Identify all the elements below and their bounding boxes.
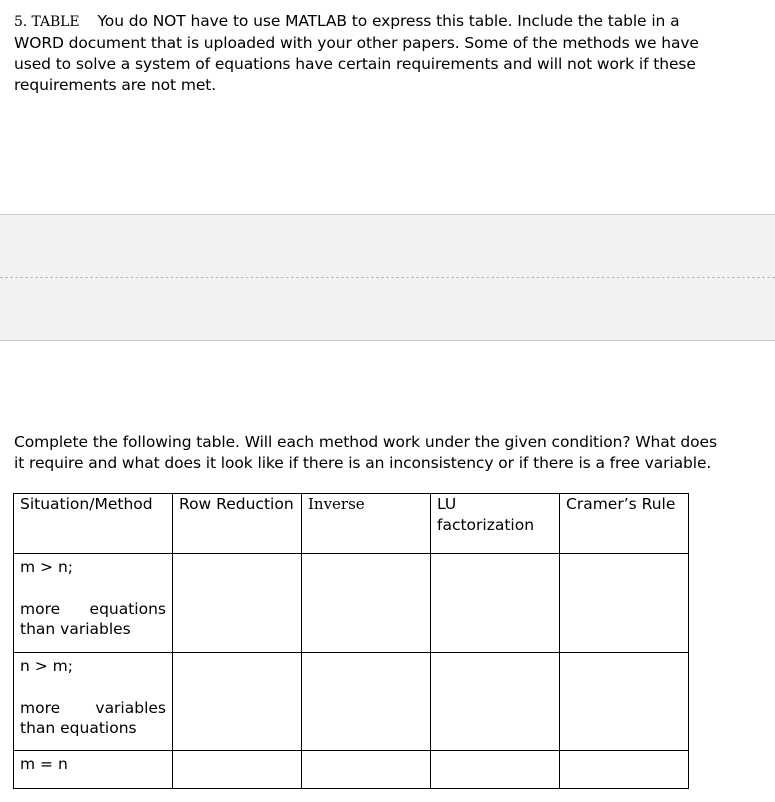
methods-table	[13, 493, 689, 789]
inverse-cell	[302, 554, 431, 653]
problem-statement	[14, 11, 724, 96]
cramers-rule-cell	[560, 554, 689, 653]
situation-condition: m > n;	[20, 558, 73, 576]
inverse-cell	[302, 751, 431, 789]
situation-condition: m = n	[20, 755, 68, 773]
header-lu-factorization: LU factorization	[431, 494, 560, 554]
row-reduction-cell	[173, 751, 302, 789]
inverse-cell	[302, 653, 431, 751]
table-header-row	[14, 494, 689, 554]
lu-factorization-cell	[431, 653, 560, 751]
header-inverse: Inverse	[302, 494, 431, 554]
header-cramers-rule: Cramer’s Rule	[560, 494, 689, 554]
table-row	[14, 653, 689, 751]
situation-cell	[14, 653, 173, 751]
cramers-rule-cell	[560, 653, 689, 751]
situation-description: more equations than variables	[20, 599, 166, 638]
problem-number: 5. TABLE	[14, 14, 80, 30]
problem-text: You do NOT have to use MATLAB to express this table. Include the table in a WORD document that is uploaded with your other papers. Some of the methods we have used to solve a system of equations have certain requirements and will not work if these requirements are not met.	[14, 12, 699, 94]
lu-factorization-cell	[431, 554, 560, 653]
header-row-reduction: Row Reduction	[173, 494, 302, 554]
row-reduction-cell	[173, 653, 302, 751]
situation-cell	[14, 751, 173, 789]
table-row	[14, 554, 689, 653]
answer-band-upper	[0, 214, 775, 277]
cramers-rule-cell	[560, 751, 689, 789]
situation-description: more variables than equations	[20, 698, 166, 737]
answer-band-lower	[0, 278, 775, 341]
situation-cell	[14, 554, 173, 653]
header-situation-method: Situation/Method	[14, 494, 173, 554]
situation-condition: n > m;	[20, 657, 73, 675]
table-row	[14, 751, 689, 789]
table-instructions: Complete the following table. Will each method work under the given condition? What does it require and what does it look like if there is an inconsistency or if there is a free variable.	[14, 433, 717, 472]
row-reduction-cell	[173, 554, 302, 653]
lu-factorization-cell	[431, 751, 560, 789]
